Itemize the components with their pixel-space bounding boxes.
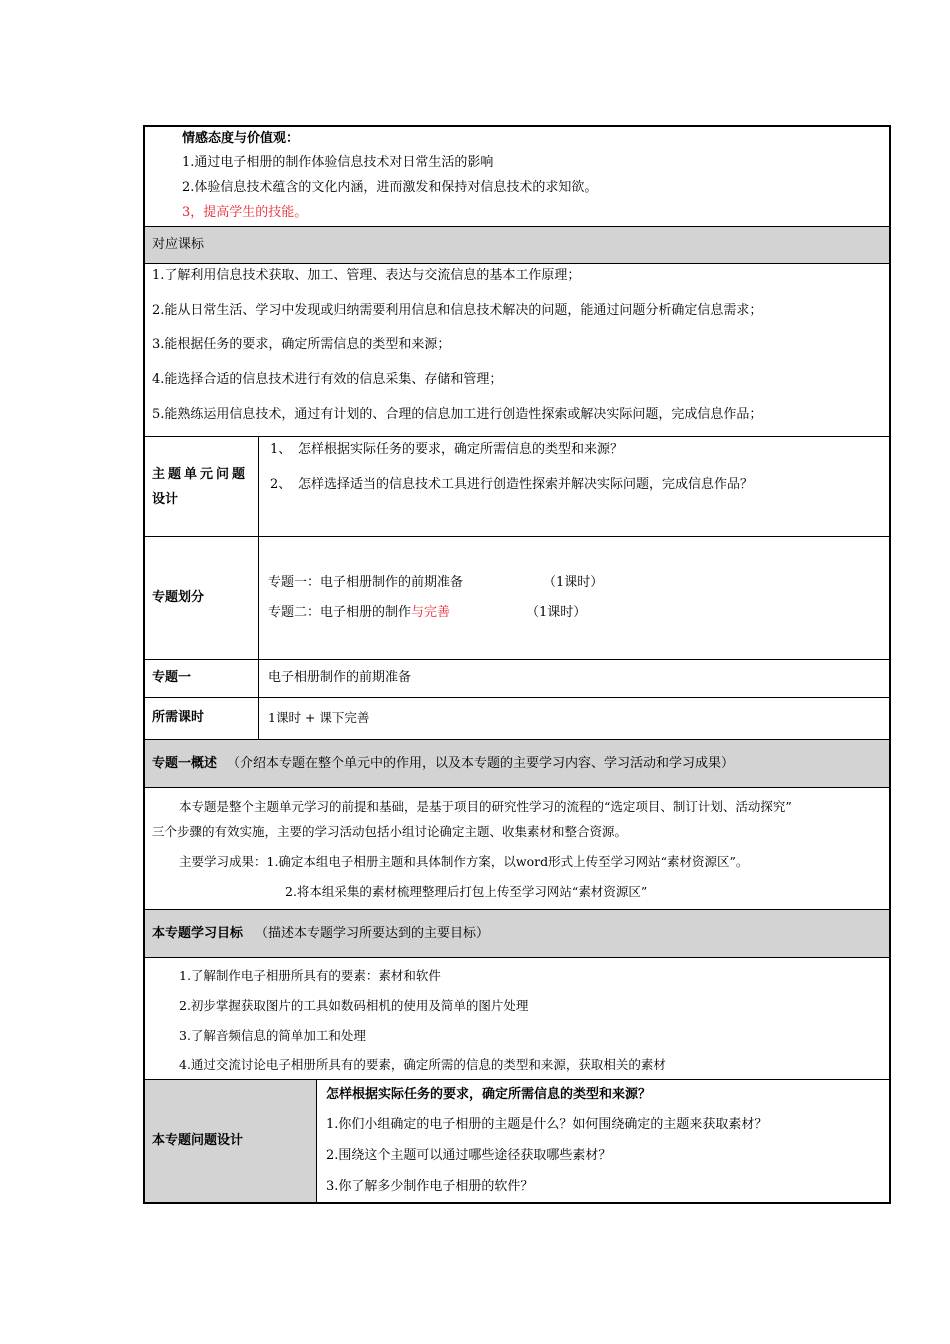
overview-para2-line1: 主要学习成果：1.确定本组电子相册主题和具体制作方案，以word形式上传至学习网站“素材资源区”。	[179, 854, 749, 869]
topic-1-title: 专题一：电子相册制作的前期准备	[268, 575, 464, 590]
affective-item-3: 3，提高学生的技能。	[182, 205, 308, 220]
topic-questions-heading: 怎样根据实际任务的要求，确定所需信息的类型和来源？	[326, 1087, 652, 1102]
row-divider	[145, 957, 889, 958]
standards-heading: 对应课标	[152, 237, 205, 252]
hours-label: 所需课时	[152, 710, 205, 725]
goal-item: 1.了解制作电子相册所具有的要素：素材和软件	[179, 968, 441, 983]
row-divider	[145, 226, 889, 227]
unit-questions-label-line1: 主题单元问题	[152, 467, 249, 482]
hours-value: 1课时 + 课下完善	[268, 710, 370, 725]
topic-question-item: 1.你们小组确定的电子相册的主题是什么？如何围绕确定的主题来获取素材？	[326, 1117, 768, 1132]
goals-header	[152, 926, 489, 942]
row-divider	[145, 436, 889, 437]
standard-item: 4.能选择合适的信息技术进行有效的信息采集、存储和管理；	[152, 372, 503, 387]
row-divider	[145, 739, 889, 740]
row-divider	[145, 659, 889, 660]
row-divider	[145, 536, 889, 537]
topic-1-hours: （1课时）	[543, 575, 604, 590]
overview-para1-line1: 本专题是整个主题单元学习的前提和基础，是基于项目的研究性学习的流程的“选定项目、制订计划、活动探究”	[179, 799, 792, 814]
topic-question-item: 3.你了解多少制作电子相册的软件？	[326, 1179, 534, 1194]
overview-header	[152, 756, 734, 772]
standard-item: 2.能从日常生活、学习中发现或归纳需要利用信息和信息技术解决的问题，能通过问题分析确定信息需求；	[152, 303, 763, 318]
row-divider	[145, 263, 889, 264]
topic-questions-label: 本专题问题设计	[152, 1133, 244, 1148]
topic1-value: 电子相册制作的前期准备	[268, 670, 412, 685]
overview-para2-line2: 2.将本组采集的素材梳理整理后打包上传至学习网站“素材资源区”	[285, 884, 648, 899]
standard-item: 5.能熟练运用信息技术，通过有计划的、合理的信息加工进行创造性探索或解决实际问题，完成信息作品；	[152, 407, 763, 422]
topic-2-hours: （1课时）	[526, 605, 587, 620]
topics-label: 专题划分	[152, 590, 205, 605]
column-divider	[258, 436, 259, 739]
standard-item: 1.了解利用信息技术获取、加工、管理、表达与交流信息的基本工作原理；	[152, 268, 581, 283]
topic-question-item: 2.围绕这个主题可以通过哪些途径获取哪些素材？	[326, 1148, 612, 1163]
row-divider	[145, 909, 889, 910]
topic1-label: 专题一	[152, 670, 192, 685]
goal-item: 2.初步掌握获取图片的工具如数码相机的使用及简单的图片处理	[179, 998, 529, 1013]
row-divider	[145, 1079, 889, 1080]
overview-para1-line2: 三个步骤的有效实施，主要的学习活动包括小组讨论确定主题、收集素材和整合资源。	[152, 824, 628, 839]
standard-item: 3.能根据任务的要求，确定所需信息的类型和来源；	[152, 337, 451, 352]
overview-note: （介绍本专题在整个单元中的作用，以及本专题的主要学习内容、学习活动和学习成果）	[227, 756, 735, 771]
row-divider	[145, 787, 889, 788]
affective-item-1: 1.通过电子相册的制作体验信息技术对日常生活的影响	[182, 155, 494, 170]
goals-heading: 本专题学习目标	[152, 926, 244, 941]
unit-question-number: 2、	[270, 477, 292, 492]
affective-item-2: 2.体验信息技术蕴含的文化内涵，进而激发和保持对信息技术的求知欲。	[182, 180, 598, 195]
topic-2-title-highlight: 与完善	[411, 605, 451, 620]
goal-item: 4.通过交流讨论电子相册所具有的要素，确定所需的信息的类型和来源，获取相关的素材	[179, 1057, 666, 1072]
topic-2-title	[268, 605, 450, 621]
overview-heading: 专题一概述	[152, 756, 218, 771]
affective-heading: 情感态度与价值观：	[182, 131, 300, 146]
column-divider	[316, 1079, 317, 1203]
topic-2-title-main: 专题二：电子相册的制作	[268, 605, 412, 620]
unit-question-1: 怎样根据实际任务的要求，确定所需信息的类型和来源？	[298, 442, 624, 457]
unit-question-number: 1、	[270, 442, 292, 457]
goal-item: 3.了解音频信息的简单加工和处理	[179, 1028, 366, 1043]
row-divider	[145, 697, 889, 698]
goals-note: （描述本专题学习所要达到的主要目标）	[255, 926, 490, 941]
unit-questions-label-line2: 设计	[152, 492, 179, 507]
unit-question-2: 怎样选择适当的信息技术工具进行创造性探索并解决实际问题，完成信息作品？	[298, 477, 754, 492]
